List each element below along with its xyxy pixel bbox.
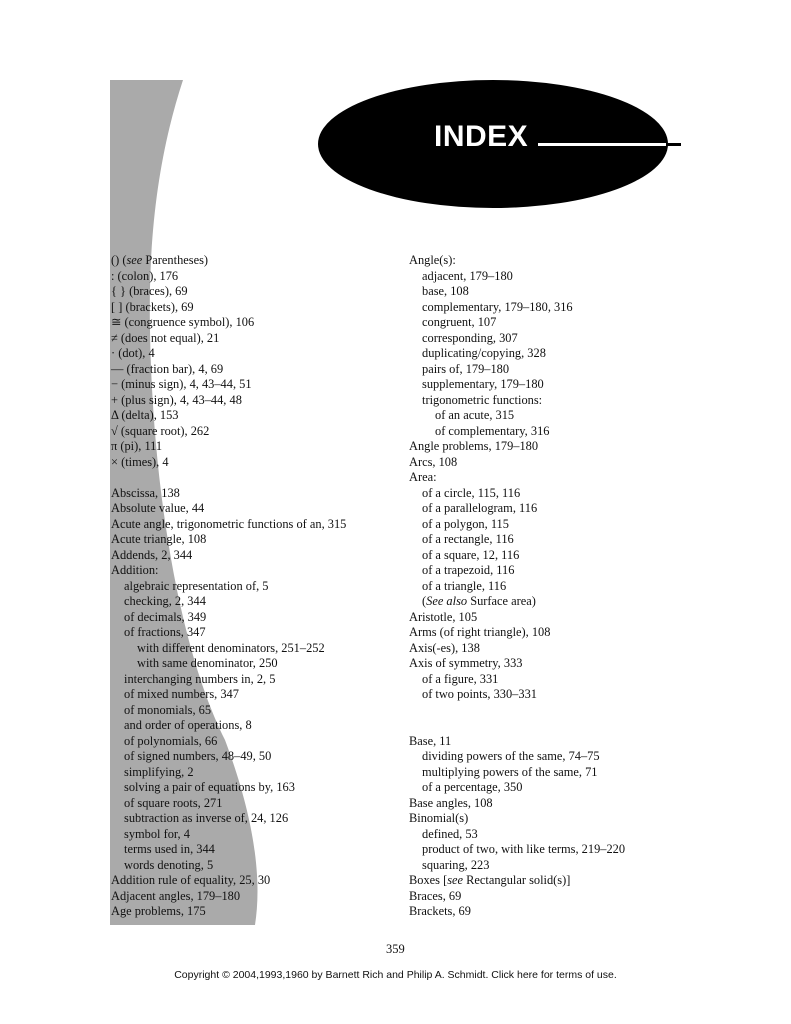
index-entry [111, 672, 346, 688]
index-entry [111, 734, 346, 750]
index-entry-text: algebraic representation of, 5 [124, 578, 269, 593]
index-entry-text: + (plus sign), 4, 43–44, 48 [111, 392, 242, 407]
index-entry-text: √ (square root), 262 [111, 423, 210, 438]
index-entry [111, 362, 346, 378]
index-entry [111, 346, 346, 362]
index-entry [409, 284, 625, 300]
index-entry-text: pairs of, 179–180 [422, 361, 510, 376]
index-entry [409, 656, 625, 672]
index-entry-text: and order of operations, 8 [124, 718, 252, 732]
index-entry-text: of two points, 330–331 [422, 687, 537, 701]
index-entry-text: of square roots, 271 [124, 795, 223, 810]
index-entry [111, 796, 346, 812]
index-entry [409, 393, 625, 409]
index-entry-text: congruent, 107 [422, 315, 497, 329]
index-entry [409, 315, 625, 331]
index-entry-text: See also [426, 594, 468, 608]
index-entry-text: words denoting, 5 [124, 857, 214, 872]
index-entry-text: of an acute, 315 [435, 408, 515, 422]
index-entry [111, 703, 346, 719]
index-entry [409, 827, 625, 843]
index-entry [111, 501, 346, 517]
index-entry [111, 827, 346, 843]
index-entry [409, 439, 625, 455]
index-entry [111, 269, 346, 285]
index-entry [111, 594, 346, 610]
index-entry-text: of mixed numbers, 347 [124, 687, 239, 701]
index-entry [409, 331, 625, 347]
index-entry-text: subtraction as inverse of, 24, 126 [124, 811, 289, 825]
index-entry-text: base, 108 [422, 284, 469, 298]
index-entry-text: of complementary, 316 [435, 423, 550, 438]
title-rule [538, 143, 666, 146]
index-entry-text: Δ (delta), 153 [111, 408, 179, 422]
index-entry [111, 904, 346, 920]
page-number: 359 [386, 942, 405, 956]
index-entry [111, 393, 346, 409]
index-entry-text: supplementary, 179–180 [422, 377, 544, 391]
index-entry-text: Axis(-es), 138 [409, 640, 480, 655]
index-entry-text: Braces, 69 [409, 888, 462, 903]
index-entry [409, 424, 625, 440]
index-entry-text: of a circle, 115, 116 [422, 485, 521, 500]
index-entry [111, 765, 346, 781]
index-entry-text: [ ] (brackets), 69 [111, 299, 194, 314]
index-entry [409, 501, 625, 517]
index-entry [111, 780, 346, 796]
index-column-right [409, 253, 625, 920]
index-entry-text: of a square, 12, 116 [422, 547, 520, 562]
index-entry [409, 548, 625, 564]
index-entry-text: ( [422, 594, 427, 608]
index-entry-text: of polynomials, 66 [124, 733, 218, 748]
index-entry [409, 594, 625, 610]
index-entry-text: Abscissa, 138 [111, 485, 180, 500]
index-entry [111, 687, 346, 703]
index-entry-text: Rectangular solid(s)] [463, 873, 571, 887]
index-entry [111, 439, 346, 455]
index-entry [409, 563, 625, 579]
index-entry-text: Brackets, 69 [409, 904, 471, 918]
index-entry [111, 377, 346, 393]
copyright-notice[interactable]: Copyright © 2004,1993,1960 by Barnett Rich and Philip A. Schmidt. Click here for terms of use. [174, 969, 617, 981]
index-entry [409, 672, 625, 688]
index-entry [409, 625, 625, 641]
index-entry [409, 377, 625, 393]
index-entry-text: Acute angle, trigonometric functions of an, 315 [111, 516, 347, 531]
index-entry-text: squaring, 223 [422, 857, 490, 872]
index-entry [409, 873, 625, 889]
index-entry-text: dividing powers of the same, 74–75 [422, 749, 600, 763]
index-entry-text: Axis of symmetry, 333 [409, 656, 523, 670]
index-entry [111, 718, 346, 734]
index-entry-text: Boxes [ [409, 873, 448, 887]
index-entry-text: ≅ (congruence symbol), 106 [111, 315, 255, 329]
index-entry-text: () ( [111, 253, 127, 267]
index-entry [111, 811, 346, 827]
index-entry-text: ≠ (does not equal), 21 [111, 330, 220, 345]
index-entry-text: duplicating/copying, 328 [422, 346, 546, 360]
index-entry [111, 455, 346, 471]
index-entry [111, 517, 346, 533]
index-entry-text: Base, 11 [409, 733, 452, 748]
index-entry [409, 734, 625, 750]
index-column-left [111, 253, 346, 920]
index-entry-text: of a rectangle, 116 [422, 532, 514, 546]
index-entry [409, 486, 625, 502]
index-entry-text: corresponding, 307 [422, 330, 518, 345]
index-entry-text: checking, 2, 344 [124, 594, 206, 608]
index-entry-text: — (fraction bar), 4, 69 [111, 361, 224, 376]
index-entry-text: Arcs, 108 [409, 454, 458, 469]
index-entry [111, 842, 346, 858]
index-entry-text: Area: [409, 470, 437, 484]
index-entry [409, 300, 625, 316]
index-entry-text: product of two, with like terms, 219–220 [422, 842, 626, 856]
index-entry [409, 253, 625, 269]
index-entry-text: complementary, 179–180, 316 [422, 299, 573, 314]
index-entry [409, 811, 625, 827]
index-entry-text: terms used in, 344 [124, 842, 215, 856]
index-entry [409, 579, 625, 595]
index-entry [409, 842, 625, 858]
index-entry-text: Age problems, 175 [111, 904, 206, 918]
index-entry-text: · (dot), 4 [111, 346, 155, 360]
index-entry [111, 424, 346, 440]
index-entry [409, 765, 625, 781]
index-entry [111, 625, 346, 641]
index-entry-text: of signed numbers, 48–49, 50 [124, 749, 272, 763]
index-entry-text: with different denominators, 251–252 [137, 640, 325, 655]
index-entry-text: of a parallelogram, 116 [422, 501, 538, 515]
index-entry [409, 517, 625, 533]
index-entry-text: defined, 53 [422, 826, 478, 841]
index-entry [409, 780, 625, 796]
index-entry [409, 269, 625, 285]
index-entry [111, 548, 346, 564]
title-rule-tail [666, 143, 681, 146]
entry-spacer [409, 703, 625, 734]
index-entry-text: adjacent, 179–180 [422, 268, 513, 283]
index-entry-text: of a trapezoid, 116 [422, 563, 515, 577]
index-entry [409, 687, 625, 703]
index-entry-text: Base angles, 108 [409, 795, 493, 810]
index-entry-text: of fractions, 347 [124, 625, 206, 639]
index-entry [111, 408, 346, 424]
index-entry [111, 579, 346, 595]
index-entry [111, 284, 346, 300]
index-entry-text: interchanging numbers in, 2, 5 [124, 671, 276, 686]
index-entry-text: Addends, 2, 344 [111, 547, 193, 562]
index-entry [111, 873, 346, 889]
index-entry [409, 346, 625, 362]
index-entry-text: Absolute value, 44 [111, 501, 205, 515]
index-entry-text: Arms (of right triangle), 108 [409, 625, 551, 639]
index-entry [111, 315, 346, 331]
index-entry-text: trigonometric functions: [422, 392, 543, 407]
index-entry-text: Surface area) [467, 594, 536, 608]
index-entry [409, 362, 625, 378]
index-entry [409, 749, 625, 765]
index-entry-text: Addition: [111, 563, 159, 577]
index-entry [111, 486, 346, 502]
index-entry [111, 889, 346, 905]
index-entry [111, 532, 346, 548]
index-entry-text: Angle(s): [409, 253, 456, 267]
index-entry [111, 641, 346, 657]
index-entry-text: see [126, 253, 143, 267]
index-entry [409, 610, 625, 626]
index-entry [111, 610, 346, 626]
index-entry-text: of decimals, 349 [124, 609, 207, 624]
index-entry-text: Binomial(s) [409, 811, 469, 825]
index-entry-text: with same denominator, 250 [137, 656, 278, 670]
index-entry [409, 904, 625, 920]
index-entry-text: of a polygon, 115 [422, 516, 509, 531]
index-entry [409, 470, 625, 486]
index-entry [409, 408, 625, 424]
index-entry-text: Acute triangle, 108 [111, 532, 207, 546]
index-entry-text: π (pi), 111 [111, 439, 163, 453]
index-entry-text: × (times), 4 [111, 454, 169, 469]
index-entry-text: of a figure, 331 [422, 671, 499, 686]
index-entry-text: Parentheses) [142, 253, 209, 267]
index-entry [111, 563, 346, 579]
index-entry [111, 253, 346, 269]
index-entry [409, 796, 625, 812]
entry-spacer [111, 470, 346, 486]
index-entry [409, 858, 625, 874]
index-entry [111, 858, 346, 874]
index-entry-text: symbol for, 4 [124, 826, 190, 841]
index-entry-text: solving a pair of equations by, 163 [124, 780, 295, 794]
index-entry-text: Aristotle, 105 [409, 609, 478, 624]
page-title: INDEX [434, 120, 529, 153]
index-entry-text: : (colon), 176 [111, 268, 179, 283]
index-entry [111, 656, 346, 672]
index-entry-text: multiplying powers of the same, 71 [422, 764, 598, 779]
index-entry-text: Angle problems, 179–180 [409, 439, 539, 453]
index-entry [409, 889, 625, 905]
index-entry-text: Addition rule of equality, 25, 30 [111, 873, 271, 887]
index-entry-text: { } (braces), 69 [111, 284, 188, 298]
index-entry-text: of a percentage, 350 [422, 780, 523, 794]
index-entry [111, 749, 346, 765]
index-entry-text: simplifying, 2 [124, 764, 194, 779]
index-entry-text: see [447, 873, 464, 887]
index-entry-text: of a triangle, 116 [422, 578, 507, 593]
index-entry-text: of monomials, 65 [124, 702, 212, 717]
index-entry [111, 331, 346, 347]
index-entry [409, 641, 625, 657]
index-entry-text: − (minus sign), 4, 43–44, 51 [111, 377, 252, 391]
index-entry-text: Adjacent angles, 179–180 [111, 888, 241, 903]
index-entry [409, 455, 625, 471]
index-entry [409, 532, 625, 548]
index-entry [111, 300, 346, 316]
